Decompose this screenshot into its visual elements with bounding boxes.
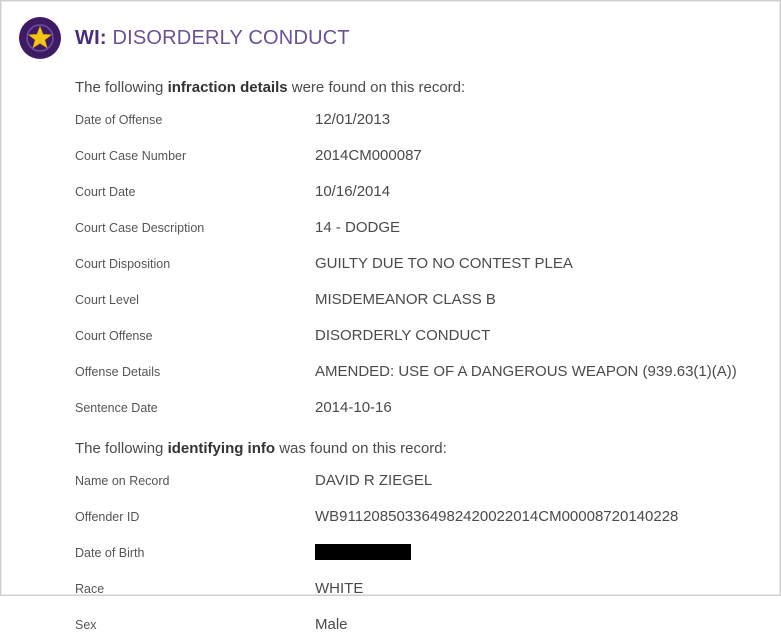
field-row bbox=[75, 463, 762, 499]
field-value-name-on-record: DAVID R ZIEGEL bbox=[315, 472, 433, 489]
field-row bbox=[75, 354, 762, 390]
field-row bbox=[75, 246, 762, 282]
field-label-offense-details: Offense Details bbox=[75, 365, 161, 379]
field-row bbox=[75, 535, 762, 571]
field-value-court-date: 10/16/2014 bbox=[315, 183, 391, 200]
field-value-offense-details: AMENDED: USE OF A DANGEROUS WEAPON (939.63(1)(A)) bbox=[315, 363, 737, 380]
field-value-court-disposition: GUILTY DUE TO NO CONTEST PLEA bbox=[315, 255, 573, 272]
field-label-date-of-birth: Date of Birth bbox=[75, 546, 145, 560]
identifying-info-fields bbox=[75, 463, 762, 643]
field-row bbox=[75, 571, 762, 607]
intro-text-bold: identifying info bbox=[167, 440, 276, 457]
field-label-sentence-date: Sentence Date bbox=[75, 401, 158, 415]
field-value-sentence-date: 2014-10-16 bbox=[315, 399, 392, 416]
field-row bbox=[75, 102, 762, 138]
field-row bbox=[75, 607, 762, 643]
record-offense-title: DISORDERLY CONDUCT bbox=[112, 26, 350, 49]
field-label-name-on-record: Name on Record bbox=[75, 474, 170, 488]
field-label-sex: Sex bbox=[75, 618, 97, 632]
field-value-race: WHITE bbox=[315, 580, 364, 597]
field-label-date-of-offense: Date of Offense bbox=[75, 113, 163, 127]
field-row bbox=[75, 138, 762, 174]
section-intro-infraction bbox=[75, 79, 762, 96]
field-value-court-offense: DISORDERLY CONDUCT bbox=[315, 327, 491, 344]
field-label-court-date: Court Date bbox=[75, 185, 136, 199]
field-label-race: Race bbox=[75, 582, 105, 596]
field-row bbox=[75, 499, 762, 535]
section-intro-identifying bbox=[75, 440, 762, 457]
field-value-sex: Male bbox=[315, 616, 348, 633]
field-row bbox=[75, 210, 762, 246]
sheriff-star-badge-icon bbox=[19, 17, 61, 59]
field-row bbox=[75, 174, 762, 210]
record-state-prefix: WI: bbox=[75, 26, 107, 49]
infraction-details-fields bbox=[75, 102, 762, 426]
field-label-offender-id: Offender ID bbox=[75, 510, 140, 524]
field-label-court-case-number: Court Case Number bbox=[75, 149, 187, 163]
intro-text-after: was found on this record: bbox=[275, 440, 447, 457]
page-title bbox=[75, 27, 350, 50]
record-header bbox=[19, 17, 762, 59]
field-label-court-case-description: Court Case Description bbox=[75, 221, 205, 235]
field-row bbox=[75, 390, 762, 426]
field-value-offender-id: WB911208503364982420022014CM00008720140228 bbox=[315, 508, 679, 525]
field-label-court-level: Court Level bbox=[75, 293, 139, 307]
field-row bbox=[75, 282, 762, 318]
intro-text-before: The following bbox=[75, 79, 168, 96]
intro-text-bold: infraction details bbox=[167, 79, 288, 96]
intro-text-after: were found on this record: bbox=[287, 79, 466, 96]
redacted-bar bbox=[315, 544, 411, 560]
field-row bbox=[75, 318, 762, 354]
field-value-date-of-birth bbox=[315, 539, 411, 567]
intro-text-before: The following bbox=[75, 440, 168, 457]
field-label-court-offense: Court Offense bbox=[75, 329, 153, 343]
field-value-court-level: MISDEMEANOR CLASS B bbox=[315, 291, 496, 308]
field-label-court-disposition: Court Disposition bbox=[75, 257, 171, 271]
field-value-court-case-description: 14 - DODGE bbox=[315, 219, 401, 236]
field-value-date-of-offense: 12/01/2013 bbox=[315, 111, 391, 128]
field-value-court-case-number: 2014CM000087 bbox=[315, 147, 422, 164]
